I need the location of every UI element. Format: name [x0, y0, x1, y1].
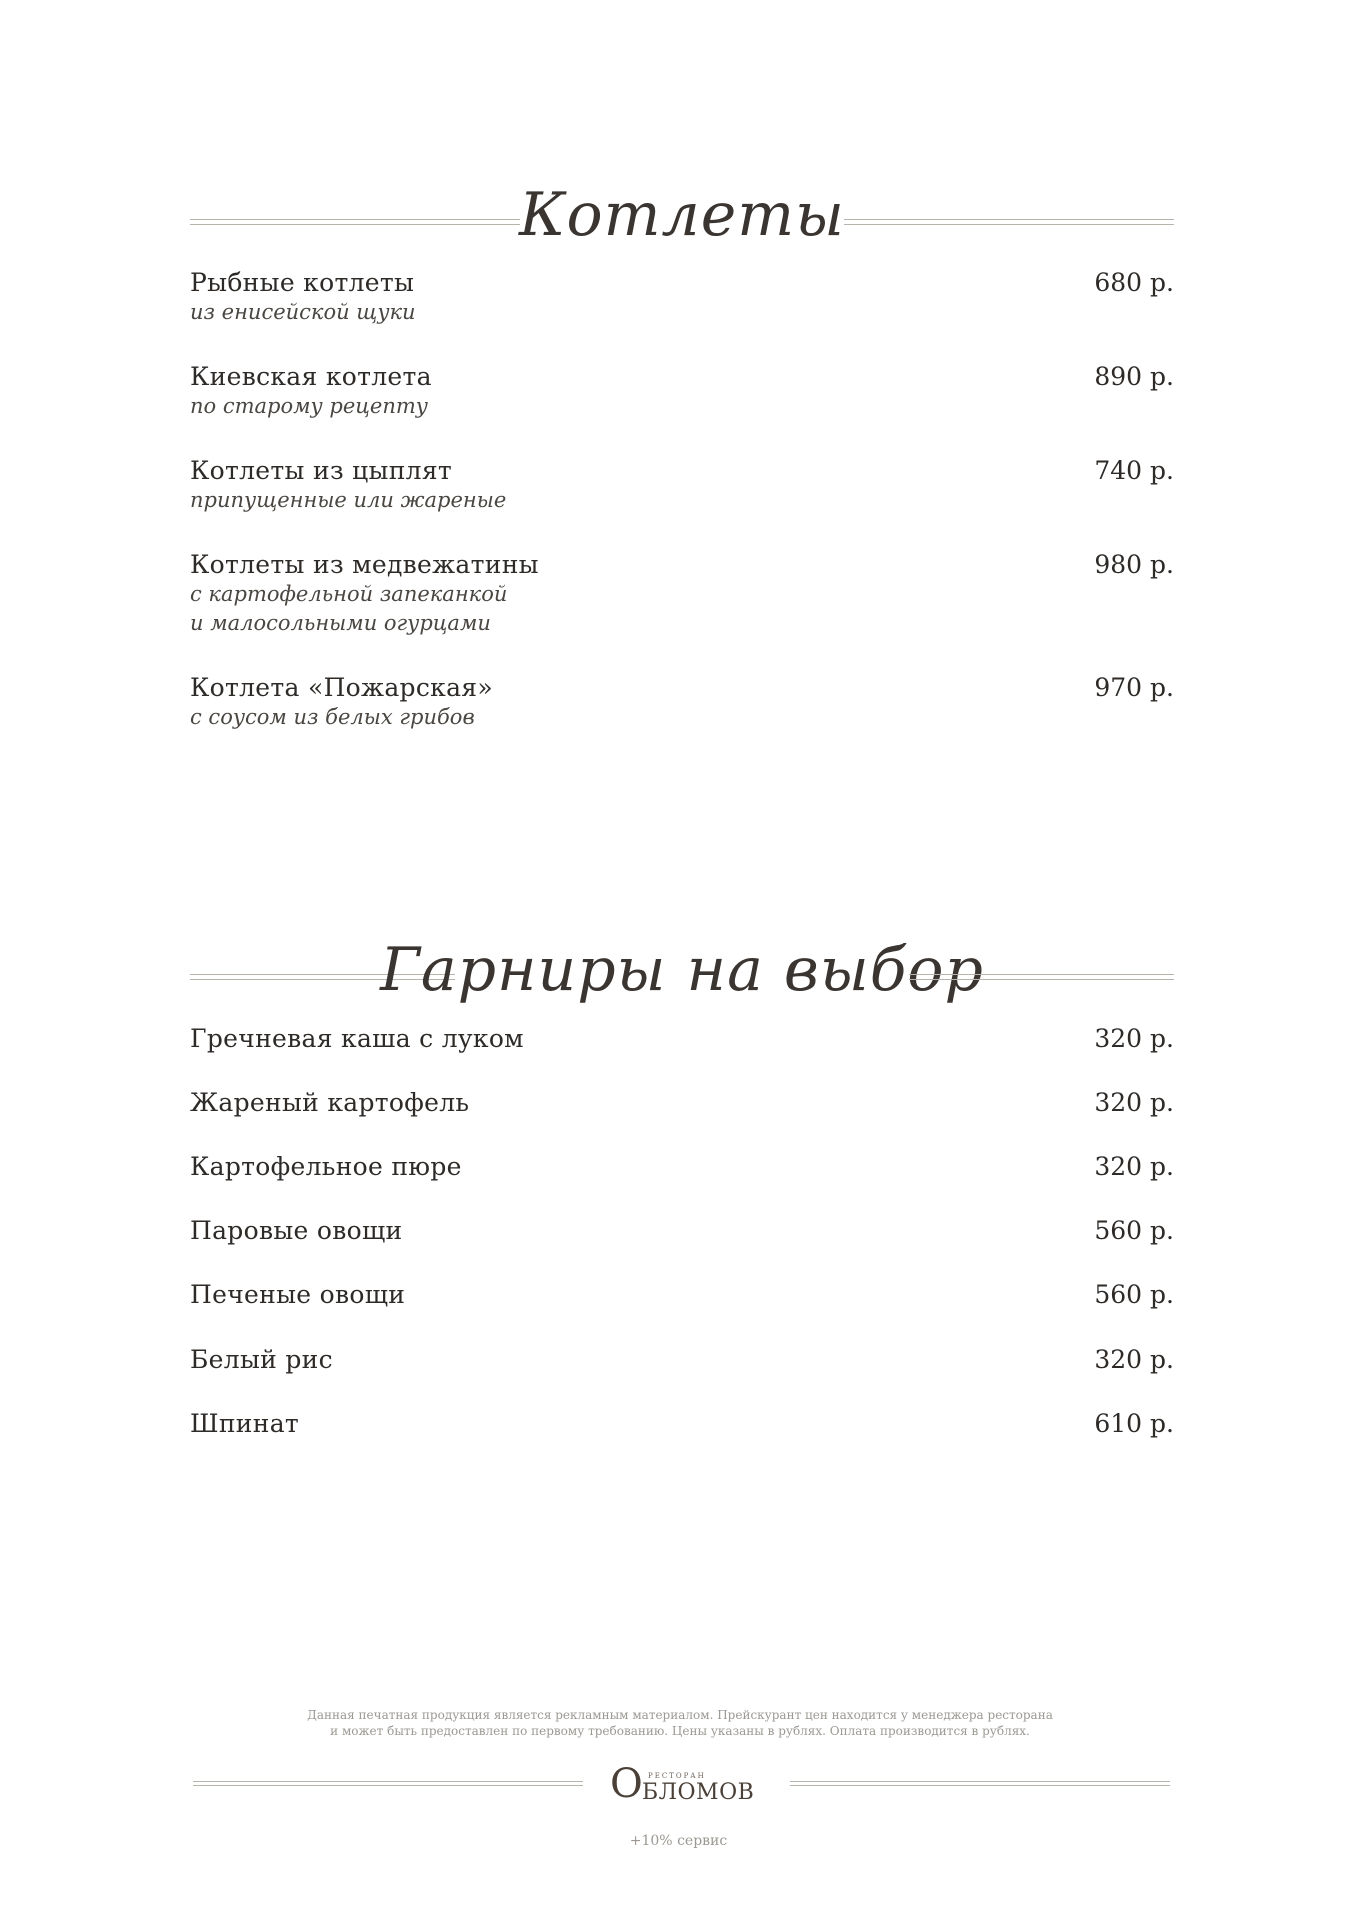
- item-name: Жареный картофель: [190, 1088, 470, 1117]
- cutlets-section-header: [190, 175, 1174, 265]
- item-description: с соусом из белых грибов: [190, 705, 475, 729]
- cutlets-section-title: Котлеты: [519, 180, 845, 250]
- item-price: 320 р.: [1094, 1345, 1174, 1374]
- menu-item: [190, 1024, 1174, 1054]
- footer-rule-left: [193, 1781, 583, 1786]
- item-price: 890 р.: [1094, 362, 1174, 391]
- item-name: Картофельное пюре: [190, 1152, 462, 1181]
- item-name: Печеные овощи: [190, 1280, 406, 1309]
- item-price: 320 р.: [1094, 1088, 1174, 1117]
- restaurant-logo: [600, 1750, 760, 1820]
- item-description: и малосольными огурцами: [190, 611, 491, 635]
- item-name: Котлета «Пожарская»: [190, 673, 493, 702]
- menu-item: [190, 1280, 1174, 1310]
- item-price: 560 р.: [1094, 1280, 1174, 1309]
- sides-section-header: [190, 930, 1174, 1020]
- item-name: Котлеты из медвежатины: [190, 550, 539, 579]
- item-price: 980 р.: [1094, 550, 1174, 579]
- menu-item: [190, 1409, 1174, 1439]
- item-price: 320 р.: [1094, 1152, 1174, 1181]
- menu-item: [190, 1088, 1174, 1118]
- item-description: припущенные или жареные: [190, 488, 507, 512]
- item-name: Гречневая каша с луком: [190, 1024, 524, 1053]
- menu-item: [190, 456, 1174, 515]
- menu-item: [190, 362, 1174, 421]
- item-price: 320 р.: [1094, 1024, 1174, 1053]
- item-price: 740 р.: [1094, 456, 1174, 485]
- item-description: из енисейской щуки: [190, 300, 416, 324]
- item-price: 680 р.: [1094, 268, 1174, 297]
- item-description: по старому рецепту: [190, 394, 428, 418]
- logo-wordmark: БЛОМОВ: [642, 1780, 755, 1805]
- footer-disclaimer-line: и может быть предоставлен по первому требованию. Цены указаны в рублях. Оплата производится в рублях.: [330, 1724, 1030, 1738]
- menu-item: [190, 1216, 1174, 1246]
- item-price: 610 р.: [1094, 1409, 1174, 1438]
- menu-item: [190, 673, 1174, 732]
- logo-caption: РЕСТОРАН: [648, 1772, 706, 1780]
- menu-item: [190, 1152, 1174, 1182]
- item-price: 970 р.: [1094, 673, 1174, 702]
- menu-item: [190, 1345, 1174, 1375]
- sides-section-title: Гарниры на выбор: [380, 935, 984, 1005]
- item-name: Паровые овощи: [190, 1216, 403, 1245]
- item-name: Шпинат: [190, 1409, 300, 1438]
- header-rule-right: [844, 219, 1174, 225]
- item-name: Белый рис: [190, 1345, 333, 1374]
- item-name: Киевская котлета: [190, 362, 432, 391]
- logo-letter: О: [610, 1761, 643, 1807]
- item-price: 560 р.: [1094, 1216, 1174, 1245]
- footer-rule-right: [790, 1781, 1170, 1786]
- header-rule-right: [909, 974, 1174, 980]
- menu-item: [190, 550, 1174, 638]
- footer-disclaimer-line: Данная печатная продукция является рекламным материалом. Прейскурант цен находится у менеджера ресторана: [307, 1708, 1053, 1722]
- item-name: Котлеты из цыплят: [190, 456, 453, 485]
- service-charge-note: +10% сервис: [629, 1833, 728, 1849]
- item-name: Рыбные котлеты: [190, 268, 415, 297]
- menu-item: [190, 268, 1174, 327]
- footer-disclaimer: [240, 1707, 1120, 1739]
- item-description: с картофельной запеканкой: [190, 582, 508, 606]
